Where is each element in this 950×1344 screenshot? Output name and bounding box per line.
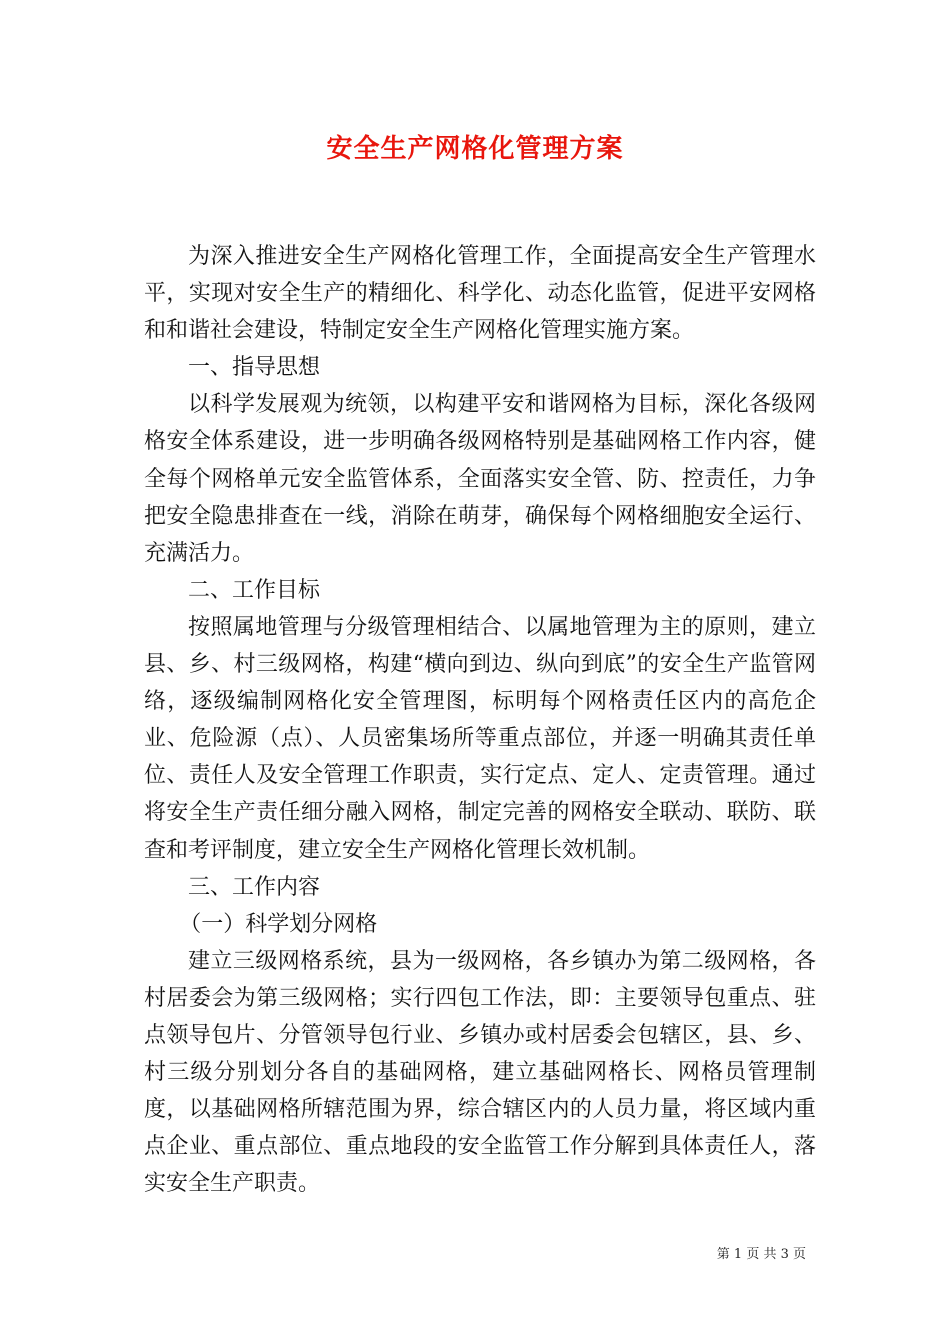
section-heading-work-content: 三、工作内容 [188, 874, 321, 900]
work-goals-paragraph: 按照属地管理与分级管理相结合、以属地管理为主的原则，建立县、乡、村三级网格，构建“横向到边、纵向到底”的安全生产监管网络，逐级编制网格化安全管理图，标明每个网格责任区内的高危企业、危险源（点）、人员密集场所等重点部位，并逐一明确其责任单位、责任人及安全管理工作职责，实行定点、定人、定责管理。通过将安全生产责任细分融入网格，制定完善的网格安全联动、联防、联查和考评制度，建立安全生产网格化管理长效机制。 [144, 614, 816, 863]
page-footer: 第 1 页 共 3 页 [716, 1247, 806, 1262]
guiding-ideology-paragraph: 以科学发展观为统领，以构建平安和谐网格为目标，深化各级网格安全体系建设，进一步明确各级网格特别是基础网格工作内容，健全每个网格单元安全监管体系，全面落实安全管、防、控责任，力争把安全隐患排查在一线，消除在萌芽，确保每个网格细胞安全运行、充满活力。 [144, 392, 816, 566]
section-heading-guiding-ideology: 一、指导思想 [188, 355, 321, 381]
intro-paragraph: 为深入推进安全生产网格化管理工作，全面提高安全生产管理水平，实现对安全生产的精细化、科学化、动态化监管，促进平安网格和和谐社会建设，特制定安全生产网格化管理实施方案。 [144, 244, 816, 344]
grid-division-paragraph: 建立三级网格系统，县为一级网格，各乡镇办为第二级网格，各村居委会为第三级网格；实行四包工作法，即：主要领导包重点、驻点领导包片、分管领导包行业、乡镇办或村居委会包辖区，县、乡、村三级分别划分各自的基础网格，建立基础网格长、网格员管理制度，以基础网格所辖范围为界，综合辖区内的人员力量，将区域内重点企业、重点部位、重点地段的安全监管工作分解到具体责任人，落实安全生产职责。 [144, 948, 816, 1197]
section-heading-work-goals: 二、工作目标 [188, 577, 321, 603]
document-body [144, 238, 816, 1202]
document-title: 安全生产网格化管理方案 [326, 134, 624, 164]
subheading-grid-division: （一）科学划分网格 [179, 911, 378, 937]
